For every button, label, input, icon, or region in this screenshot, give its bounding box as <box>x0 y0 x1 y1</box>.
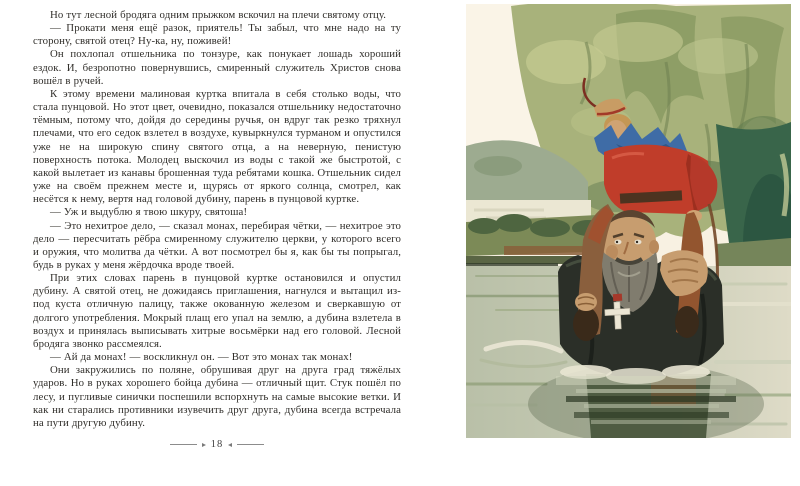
ornament-arrow-right <box>228 443 232 447</box>
paragraph: Они закружились по поляне, обрушивая друг на друга град тяжёлых ударов. Но в руках хорошего бойца дубина — отличный щит. Стук пошёл по лесу, и пугливые синички поспешили вспорхнуть на самые высокие ветки. И как ни старались противники изувечить друг друга, дубина всегда встречала на пути другую дубину. <box>33 364 401 429</box>
ornament-line-left <box>170 444 197 445</box>
illustration-art <box>466 4 791 438</box>
left-page <box>33 9 401 450</box>
monk-left-hand <box>575 293 597 311</box>
paragraph: При этих словах парень в пунцовой куртке остановился и опустил дубину. А святой отец, не дожидаясь приглашения, нагнулся и вытащил из-под куста отличную палицу, также окованную железом и сверкавшую от долгого употребления. Мокрый плащ его упал на землю, а дубина взлетела в воздух и принялась выписывать хитрые восьмёрки над его головой. Лесной бродяга звонко рассмеялся. <box>33 272 401 350</box>
text-block <box>33 9 401 430</box>
ornament-line-right <box>237 444 264 445</box>
medal-ribbon <box>613 294 622 302</box>
illustration <box>466 4 791 438</box>
page-number-ornament <box>33 439 401 450</box>
paragraph: — Прокати меня ещё разок, приятель! Ты забыл, что мне надо на ту сторону, святой отец? Ну-ка, ну, поживей! <box>33 22 401 48</box>
paragraph: — Это нехитрое дело, — сказал монах, перебирая чётки, — нехитрое это дело — пересчитать рёбра смиренному служителю церкви, у которого всего и оружия, что молитва да чётки. А вот посмотрел бы я, как бы ты попрыгал, будь в руках у меня жёрдочка вроде твоей. <box>33 219 401 271</box>
paragraph: Но тут лесной бродяга одним прыжком вскочил на плечи святому отцу. <box>50 9 387 21</box>
left-boot <box>573 307 599 341</box>
paragraph: Он похлопал отшельника по тонзуре, как понукает лошадь хороший ездок. И, безропотно повернувшись, смиренный служитель Христов снова вошёл в ручей. <box>33 48 401 87</box>
ornament-arrow-left <box>202 443 206 447</box>
paragraph: — Ай да монах! — воскликнул он. — Вот это монах так монах! <box>50 351 353 364</box>
paragraph: К этому времени малиновая куртка впитала в себя столько воды, что стала пунцовой. Но этот цвет, очевидно, показался отшельнику недостаточно тёмным, потому что, дойдя до середины ручья, он вдруг так резко тряхнул плечами, что его седок взлетел в воздухе, кувыркнулся турманом и опустился уже не на широкую спину святого отца, а на неверную, пенистую поверхность потока. Молодец выскочил из воды с такой же быстротой, с какой вылетает из канавы брошенная туда ребятами кошка. Отшельник сидел уже на своём прежнем месте и, щурясь от яркого солнца, смотрел, как несётся к нему, вертя над головой дубину, парень в пунцовой куртке. <box>33 87 401 206</box>
paragraph: — Уж и выдублю я твою шкуру, святоша! <box>50 206 248 219</box>
page-number: 18 <box>210 439 224 450</box>
right-boot <box>675 306 699 338</box>
